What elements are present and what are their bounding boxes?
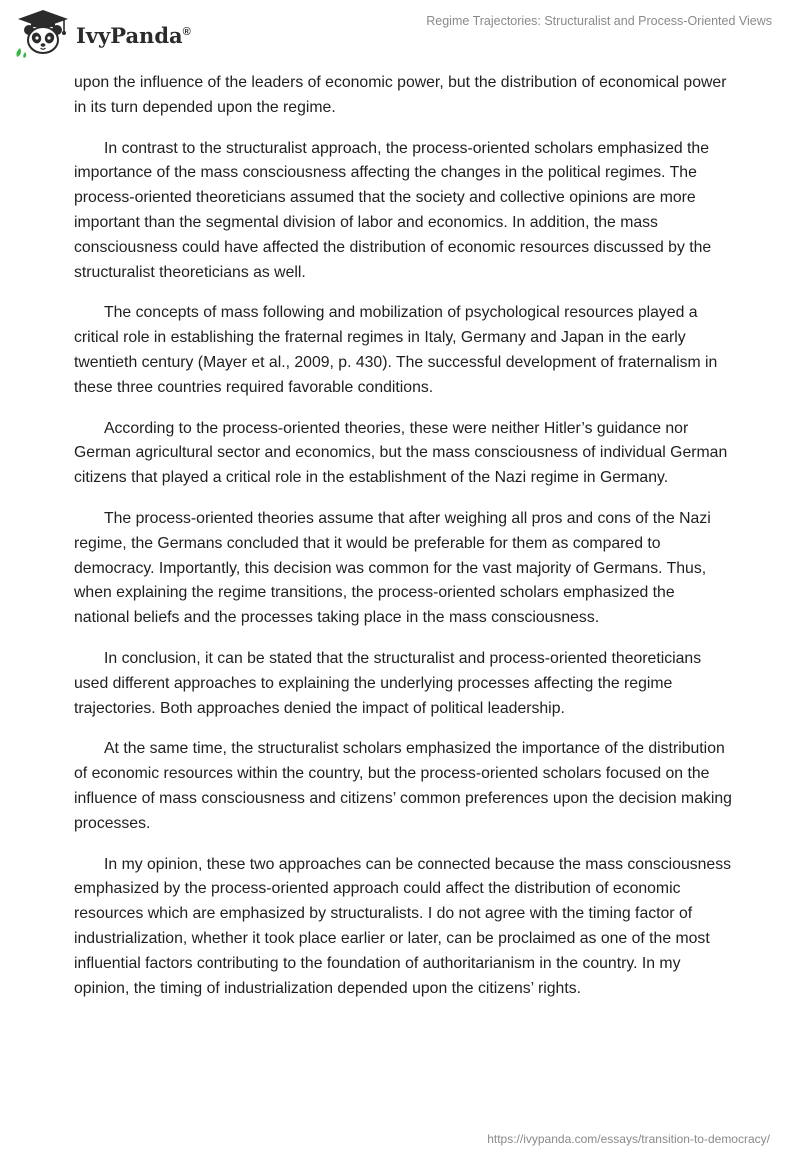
panda-graduate-icon <box>14 8 72 58</box>
paragraph: In my opinion, these two approaches can be connected because the mass consciousness emphasized by the process-oriented approach could affect the distribution of economic resources which are emphasized by structuralists. I do not agree with the timing factor of industrialization, whether it took place earlier or later, can be proclaimed as one of the most influential factors contributing to the foundation of authoritarianism in the country. In my opinion, the timing of industrialization depended upon the citizens’ rights. <box>74 855 731 997</box>
paragraph: The concepts of mass following and mobilization of psychological resources played a critical role in establishing the fraternal regimes in Italy, Germany and Japan in the early twentieth century (Mayer et al., 2009, p. 430). The successful development of fraternalism in these three countries required favorable conditions. <box>74 304 718 396</box>
paragraph: At the same time, the structuralist scholars emphasized the importance of the distribution of economic resources within the country, but the process-oriented scholars focused on the influence of mass consciousness and citizens’ common preferences upon the decision making processes. <box>74 740 732 832</box>
paragraph: In conclusion, it can be stated that the structuralist and process-oriented theoreticians used different approaches to explaining the underlying processes affecting the regime trajectories. Both approaches denied the impact of political leadership. <box>74 649 702 717</box>
document-title: Regime Trajectories: Structuralist and Process-Oriented Views <box>426 14 772 28</box>
essay-body <box>74 71 734 1017</box>
ivypanda-logo[interactable] <box>14 8 191 58</box>
paragraph-continuation: upon the influence of the leaders of economic power, but the distribution of economical power in its turn depended upon the regime. <box>74 74 727 116</box>
paragraph: According to the process-oriented theories, these were neither Hitler’s guidance nor German agricultural sector and economics, but the mass consciousness of individual German citizens that played a critical role in the establishment of the Nazi regime in Germany. <box>74 419 728 487</box>
registered-mark: ® <box>182 25 191 38</box>
logo-wordmark <box>76 23 191 48</box>
logo-text: IvyPanda <box>76 22 183 48</box>
source-url-link[interactable]: https://ivypanda.com/essays/transition-to-democracy/ <box>487 1132 770 1146</box>
page-header <box>0 0 800 70</box>
paragraph: In contrast to the structuralist approach, the process-oriented scholars emphasized the importance of the mass consciousness affecting the changes in the political regimes. The process-oriented theoreticians assumed that the society and collective opinions are more important than the segmental division of labor and economics. In addition, the mass consciousness could have affected the distribution of economic resources discussed by the structuralist theoreticians as well. <box>74 139 712 281</box>
paragraph: The process-oriented theories assume that after weighing all pros and cons of the Nazi regime, the Germans concluded that it would be preferable for them as compared to democracy. Importantly, this decision was common for the vast majority of Germans. Thus, when explaining the regime transitions, the process-oriented scholars emphasized the national beliefs and the processes taking place in the mass consciousness. <box>74 509 711 627</box>
